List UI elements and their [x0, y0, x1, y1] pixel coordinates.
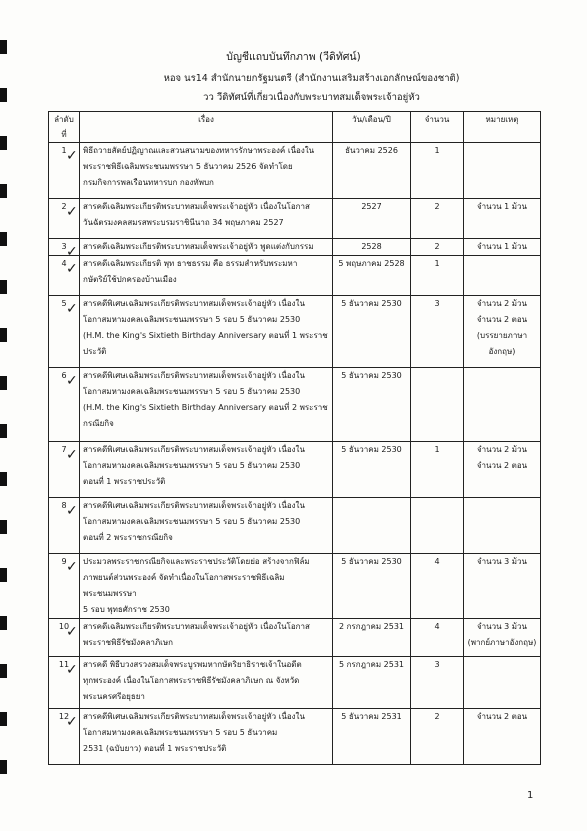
checkmark-icon: ✓ [66, 204, 78, 220]
subject-line: ทุกพระองค์ เนื่องในโอกาสพระราชพิธีรัชมังคลาภิเษก ณ จังหวัด [83, 676, 300, 685]
subject-line: สารคดีพิเศษเฉลิมพระเกียรติพระบาทสมเด็จพระเจ้าอยู่หัว เนื่องใน [83, 712, 305, 721]
subject-line: ประมวลพระราชกรณียกิจและพระราชประวัติโดยย่อ สร้างจากฟิล์ม [83, 557, 310, 566]
cell-note [464, 442, 541, 498]
cell-subject [80, 709, 333, 765]
cell-qty: 3 [411, 657, 464, 709]
binder-hole [0, 520, 7, 534]
cell-date: 5 ธันวาคม 2530 [333, 442, 411, 498]
cell-subject [80, 143, 333, 199]
cell-subject [80, 296, 333, 368]
binder-hole [0, 184, 7, 198]
cell-note [464, 554, 541, 619]
cell-qty: 2 [411, 199, 464, 239]
header-date: วัน/เดือน/ปี [333, 112, 411, 143]
binder-hole [0, 760, 7, 774]
note-line: จำนวน 2 ตอน [476, 315, 528, 324]
cell-subject [80, 256, 333, 296]
binder-hole [0, 376, 7, 390]
cell-note [464, 619, 541, 657]
subject-line: วันฉัตรมงคลสมรสพระบรมราชินีนาถ 34 พฤษภาคม 2527 [83, 218, 284, 227]
cell-date: 5 ธันวาคม 2530 [333, 296, 411, 368]
cell-no [49, 368, 80, 442]
table-row [49, 296, 541, 368]
subject-line: กรมกิจการพลเรือนทหารบก กองทัพบก [83, 178, 214, 187]
row-number: 11 [58, 660, 70, 669]
subject-line: พระราชพิธีเฉลิมพระชนมพรรษา 5 ธันวาคม 2526 จัดทำโดย [83, 162, 293, 171]
subject-line: โอกาสมหามงคลเฉลิมพระชนมพรรษา 5 รอบ 5 ธันวาคม 2530 [83, 387, 301, 396]
header-subject: เรื่อง [80, 112, 333, 143]
cell-no [49, 256, 80, 296]
cell-note [464, 256, 541, 296]
cell-note [464, 657, 541, 709]
checkmark-icon: ✓ [66, 301, 78, 317]
subject-line: สารคดีเฉลิมพระเกียรติพระบาทสมเด็จพระเจ้าอยู่หัว เนื่องในโอกาส [83, 202, 310, 211]
cell-date: 5 พฤษภาคม 2528 [333, 256, 411, 296]
subject-line: สารคดีพิเศษเฉลิมพระเกียรติพระบาทสมเด็จพระเจ้าอยู่หัว เนื่องใน [83, 299, 305, 308]
cell-qty: 2 [411, 239, 464, 256]
checkmark-icon: ✓ [66, 261, 78, 277]
binder-hole [0, 472, 7, 486]
subject-line: สารคดีเฉลิมพระเกียรติ พุท ธาชธรรม คือ ธรรมสำหรับพระมหา [83, 259, 298, 268]
cell-qty [411, 498, 464, 554]
cell-no [49, 554, 80, 619]
checkmark-icon: ✓ [66, 447, 78, 463]
cell-subject [80, 498, 333, 554]
cell-qty: 1 [411, 256, 464, 296]
row-number: 3 [61, 242, 67, 251]
checkmark-icon: ✓ [66, 662, 78, 678]
note-line: (บรรยายภาษาอังกฤษ) [476, 331, 528, 356]
checkmark-icon: ✓ [66, 503, 78, 519]
cell-qty: 4 [411, 554, 464, 619]
note-line: จำนวน 2 ตอน [476, 461, 528, 470]
row-number: 7 [61, 445, 67, 454]
table-row [49, 368, 541, 442]
cell-date: 2 กรกฎาคม 2531 [333, 619, 411, 657]
cell-no [49, 296, 80, 368]
binder-hole [0, 712, 7, 726]
note-line: จำนวน 2 ม้วน [476, 445, 528, 454]
table-row [49, 619, 541, 657]
table-row [49, 199, 541, 239]
row-number: 2 [61, 202, 67, 211]
cell-subject [80, 199, 333, 239]
binder-hole [0, 568, 7, 582]
cell-note [464, 296, 541, 368]
cell-qty [411, 368, 464, 442]
cell-no [49, 619, 80, 657]
subject-line: พระราชพิธีรัชมังคลาภิเษก [83, 638, 174, 647]
checkmark-icon: ✓ [66, 244, 78, 256]
row-number: 5 [61, 299, 67, 308]
page-number: 1 [527, 790, 534, 801]
subject-line: สารคดีเฉลิมพระเกียรติพระบาทสมเด็จพระเจ้าอยู่หัว เนื่องในโอกาส [83, 622, 310, 631]
cell-no [49, 199, 80, 239]
cell-note [464, 199, 541, 239]
cell-date: 5 ธันวาคม 2531 [333, 709, 411, 765]
section-heading: วว วีดิทัศน์ที่เกี่ยวเนื่องกับพระบาทสมเด็จพระเจ้าอยู่หัว [203, 92, 420, 103]
cell-subject [80, 657, 333, 709]
header-note: หมายเหตุ [464, 112, 541, 143]
cell-qty: 1 [411, 143, 464, 199]
table-row [49, 657, 541, 709]
register-table [48, 111, 541, 765]
document-subtitle: หอจ นร14 สำนักนายกรัฐมนตรี (สำนักงานเสริมสร้างเอกลักษณ์ของชาติ) [163, 73, 460, 84]
subject-line: 5 รอบ พุทธศักราช 2530 [83, 605, 170, 614]
row-number: 4 [61, 259, 67, 268]
subject-line: โอกาสมหามงคลเฉลิมพระชนมพรรษา 5 รอบ 5 ธันวาคม 2530 [83, 461, 301, 470]
cell-note [464, 239, 541, 256]
header-qty: จำนวน [411, 112, 464, 143]
cell-note [464, 498, 541, 554]
subject-line: โอกาสมหามงคลเฉลิมพระชนมพรรษา 5 รอบ 5 ธันวาคม 2530 [83, 517, 301, 526]
cell-date [333, 498, 411, 554]
subject-line: (H.M. the King's Sixtieth Birthday Anniversary ตอนที่ 1 พระราช [83, 331, 328, 340]
cell-note [464, 368, 541, 442]
table-header-row [49, 112, 541, 143]
table-row [49, 442, 541, 498]
binder-hole [0, 88, 7, 102]
note-line: จำนวน 2 ตอน [476, 712, 528, 721]
cell-qty: 2 [411, 709, 464, 765]
subject-line: โอกาสมหามงคลเฉลิมพระชนมพรรษา 5 รอบ 5 ธันวาคม 2530 [83, 315, 301, 324]
cell-subject [80, 442, 333, 498]
row-number: 6 [61, 371, 67, 380]
document-title: บัญชีแถบบันทึกภาพ (วีดิทัศน์) [226, 51, 361, 63]
header-no: ลำดับที่ [49, 112, 80, 143]
row-number: 8 [61, 501, 67, 510]
subject-line: 2531 (ฉบับยาว) ตอนที่ 1 พระราชประวัติ [83, 744, 227, 753]
cell-no [49, 143, 80, 199]
binder-hole [0, 616, 7, 630]
subject-line: กรณียกิจ [83, 419, 114, 428]
table-row [49, 709, 541, 765]
binder-hole [0, 232, 7, 246]
row-number: 12 [58, 712, 70, 721]
checkmark-icon: ✓ [66, 559, 78, 575]
cell-no [49, 498, 80, 554]
cell-date: 2527 [333, 199, 411, 239]
checkmark-icon: ✓ [66, 373, 78, 389]
subject-line: ภาพยนต์ส่วนพระองค์ จัดทำเนื่องในโอกาสพระราชพิธีเฉลิมพระชนมพรรษา [83, 573, 285, 598]
cell-no [49, 657, 80, 709]
subject-line: สารคดีเฉลิมพระเกียรติพระบาทสมเด็จพระเจ้าอยู่หัว พูดแต่งกับกรรม [83, 242, 314, 251]
binder-hole [0, 280, 7, 294]
row-number: 9 [61, 557, 67, 566]
subject-line: พิธีถวายสัตย์ปฏิญาณและสวนสนามของทหารรักษาพระองค์ เนื่องใน [83, 146, 315, 155]
cell-date: 5 ธันวาคม 2530 [333, 554, 411, 619]
checkmark-icon: ✓ [66, 148, 78, 164]
cell-no [49, 239, 80, 256]
subject-line: โอกาสมหามงคลเฉลิมพระชนมพรรษา 5 รอบ 5 ธันวาคม [83, 728, 278, 737]
table-row [49, 498, 541, 554]
cell-no [49, 709, 80, 765]
note-line: จำนวน 3 ม้วน [476, 622, 528, 631]
subject-line: ประวัติ [83, 347, 107, 356]
cell-qty: 4 [411, 619, 464, 657]
cell-note [464, 709, 541, 765]
cell-date: 5 กรกฎาคม 2531 [333, 657, 411, 709]
subject-line: พระนครศรีอยุธยา [83, 692, 145, 701]
row-number: 1 [61, 146, 67, 155]
subject-line: กษัตริย์ใช้ปกครองบ้านเมือง [83, 275, 177, 284]
table-row [49, 239, 541, 256]
cell-no [49, 442, 80, 498]
subject-line: สารคดีพิเศษเฉลิมพระเกียรติพระบาทสมเด็จพระเจ้าอยู่หัว เนื่องใน [83, 371, 305, 380]
note-line: จำนวน 3 ม้วน [476, 557, 528, 566]
binder-hole [0, 328, 7, 342]
binder-hole [0, 136, 7, 150]
cell-date: 5 ธันวาคม 2530 [333, 368, 411, 442]
cell-subject [80, 554, 333, 619]
table-row [49, 554, 541, 619]
note-line: จำนวน 2 ม้วน [476, 299, 528, 308]
cell-subject [80, 239, 333, 256]
subject-line: ตอนที่ 1 พระราชประวัติ [83, 477, 166, 486]
binder-hole [0, 664, 7, 678]
cell-date: ธันวาคม 2526 [333, 143, 411, 199]
table-row [49, 143, 541, 199]
cell-note [464, 143, 541, 199]
cell-qty: 3 [411, 296, 464, 368]
note-line: (พากย์ภาษาอังกฤษ) [467, 638, 537, 647]
cell-subject [80, 619, 333, 657]
subject-line: สารคดี พิธีบวงสรวงสมเด็จพระบูรพมหากษัตริยาธิราชเจ้าในอดีต [83, 660, 302, 669]
subject-line: สารคดีพิเศษเฉลิมพระเกียรติพระบาทสมเด็จพระเจ้าอยู่หัว เนื่องใน [83, 445, 305, 454]
note-line: จำนวน 1 ม้วน [476, 242, 528, 251]
subject-line: (H.M. the King's Sixtieth Birthday Anniversary ตอนที่ 2 พระราช [83, 403, 328, 412]
note-line: จำนวน 1 ม้วน [476, 202, 528, 211]
checkmark-icon: ✓ [66, 714, 78, 730]
cell-date: 2528 [333, 239, 411, 256]
checkmark-icon: ✓ [66, 624, 78, 640]
subject-line: ตอนที่ 2 พระราชกรณียกิจ [83, 533, 173, 542]
row-number: 10 [58, 622, 70, 631]
subject-line: สารคดีพิเศษเฉลิมพระเกียรติพระบาทสมเด็จพระเจ้าอยู่หัว เนื่องใน [83, 501, 305, 510]
binder-hole [0, 424, 7, 438]
table-row [49, 256, 541, 296]
cell-subject [80, 368, 333, 442]
cell-qty: 1 [411, 442, 464, 498]
